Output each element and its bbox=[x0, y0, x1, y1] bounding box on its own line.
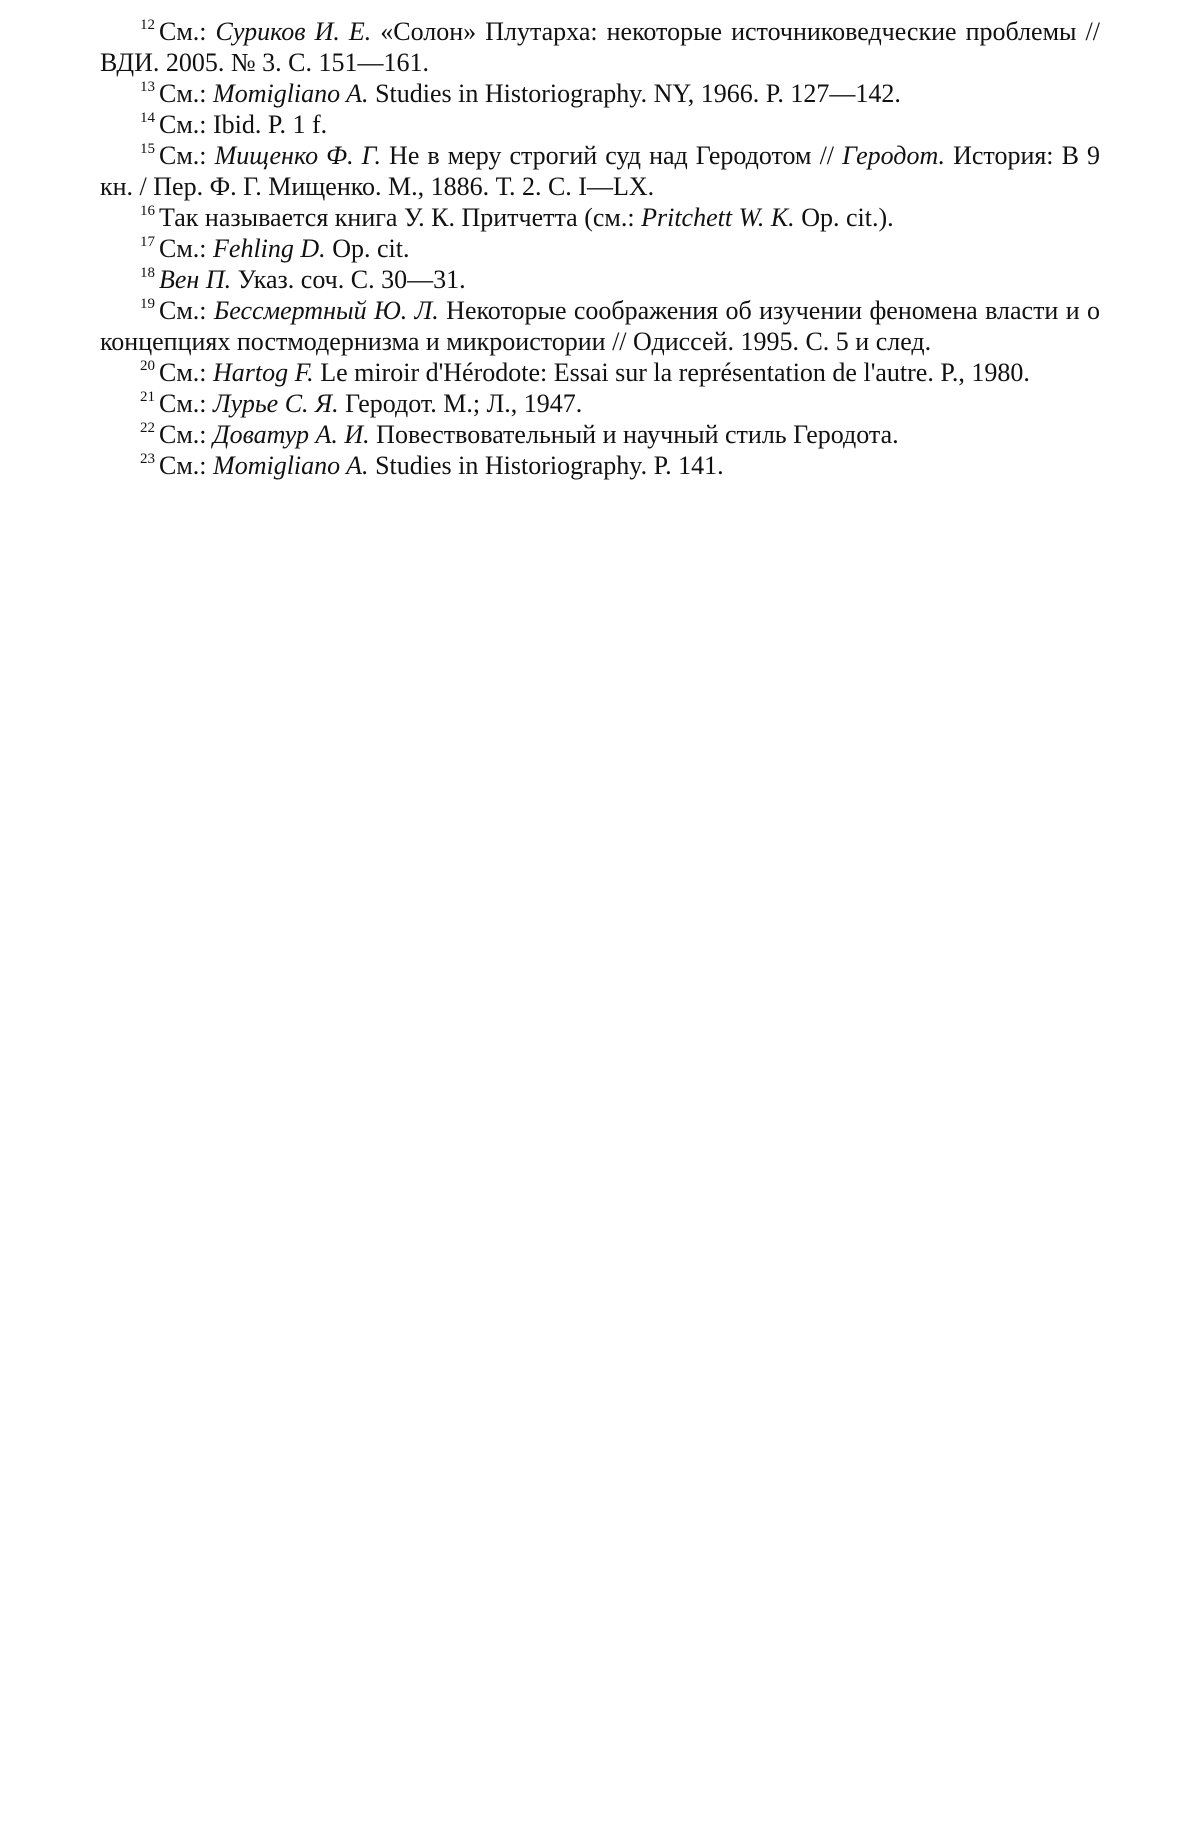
footnote-text: См.: bbox=[159, 389, 214, 418]
footnote-text: См.: bbox=[159, 420, 214, 449]
footnote-number: 13 bbox=[140, 79, 155, 96]
footnote-text: Studies in Historiography. P. 141. bbox=[368, 451, 724, 480]
footnote-text: История: В 9 кн. / Пер. Ф. Г. Мищенко. М., 1886. Т. 2. С. I—LX. bbox=[100, 141, 1100, 201]
footnote-author: Вен П. bbox=[159, 265, 232, 294]
footnote-number: 17 bbox=[140, 234, 155, 251]
footnote-author: Бессмертный Ю. Л. bbox=[213, 296, 439, 325]
footnote-text: Не в меру строгий суд над Геродотом // bbox=[380, 141, 843, 170]
footnote-title: Геродот. bbox=[842, 141, 946, 170]
footnote-number: 12 bbox=[140, 17, 155, 34]
footnote-text: Op. cit. bbox=[325, 234, 410, 263]
footnote-text: См.: bbox=[159, 141, 215, 170]
footnote-text: Геродот. М.; Л., 1947. bbox=[338, 389, 583, 418]
footnote-19 bbox=[100, 295, 1100, 357]
footnote-text: Так называется книга У. К. Притчетта (см.: bbox=[159, 203, 642, 232]
footnote-text: См.: bbox=[159, 296, 214, 325]
footnote-13 bbox=[100, 78, 1100, 109]
footnote-text: См.: bbox=[159, 451, 214, 480]
footnote-23 bbox=[100, 450, 1100, 481]
footnote-number: 18 bbox=[140, 265, 155, 282]
footnote-text: Некоторые соображения об изучении феномена власти и о концепциях постмодернизма и микроистории // Одиссей. 1995. С. 5 и след. bbox=[100, 296, 1101, 356]
footnote-author: Доватур А. И. bbox=[213, 420, 370, 449]
footnote-text: Studies in Historiography. NY, 1966. P. 127—142. bbox=[368, 79, 901, 108]
footnote-author: Суриков И. Е. bbox=[215, 17, 372, 46]
footnote-number: 15 bbox=[140, 141, 155, 158]
footnote-text: Le miroir d'Hérodote: Essai sur la représentation de l'autre. P., 1980. bbox=[313, 358, 1030, 387]
footnote-16 bbox=[100, 202, 1100, 233]
footnote-number: 20 bbox=[140, 358, 155, 375]
footnote-text: «Солон» Плутарха: некоторые источниковедческие проблемы // ВДИ. 2005. № 3. С. 151—161. bbox=[100, 17, 1100, 77]
footnote-author: Hartog F. bbox=[213, 358, 314, 387]
footnote-text: См.: bbox=[159, 234, 214, 263]
footnote-number: 16 bbox=[140, 203, 155, 220]
footnote-17 bbox=[100, 233, 1100, 264]
footnote-text: См.: bbox=[159, 79, 214, 108]
footnote-author: Momigliano A. bbox=[213, 79, 369, 108]
footnote-text: Указ. соч. С. 30—31. bbox=[231, 265, 466, 294]
footnote-number: 23 bbox=[140, 451, 155, 468]
footnote-author: Pritchett W. K. bbox=[641, 203, 795, 232]
footnote-number: 21 bbox=[140, 389, 155, 406]
footnote-number: 19 bbox=[140, 296, 155, 313]
footnote-15 bbox=[100, 140, 1100, 202]
footnote-21 bbox=[100, 388, 1100, 419]
footnote-author: Momigliano A. bbox=[213, 451, 369, 480]
footnote-text: См.: bbox=[159, 17, 216, 46]
footnote-12 bbox=[100, 16, 1100, 78]
footnote-author: Мищенко Ф. Г. bbox=[214, 141, 381, 170]
footnote-author: Лурье С. Я. bbox=[213, 389, 339, 418]
footnote-20 bbox=[100, 357, 1100, 388]
footnote-text: См.: Ibid. P. 1 f. bbox=[159, 110, 328, 139]
footnote-number: 14 bbox=[140, 110, 155, 127]
footnotes-list bbox=[100, 16, 1100, 481]
footnote-text: Op. cit.). bbox=[794, 203, 894, 232]
footnote-14 bbox=[100, 109, 1100, 140]
footnote-text: Повествовательный и научный стиль Геродота. bbox=[369, 420, 899, 449]
footnote-22 bbox=[100, 419, 1100, 450]
footnote-author: Fehling D. bbox=[213, 234, 326, 263]
footnote-text: См.: bbox=[159, 358, 214, 387]
footnote-18 bbox=[100, 264, 1100, 295]
footnote-number: 22 bbox=[140, 420, 155, 437]
